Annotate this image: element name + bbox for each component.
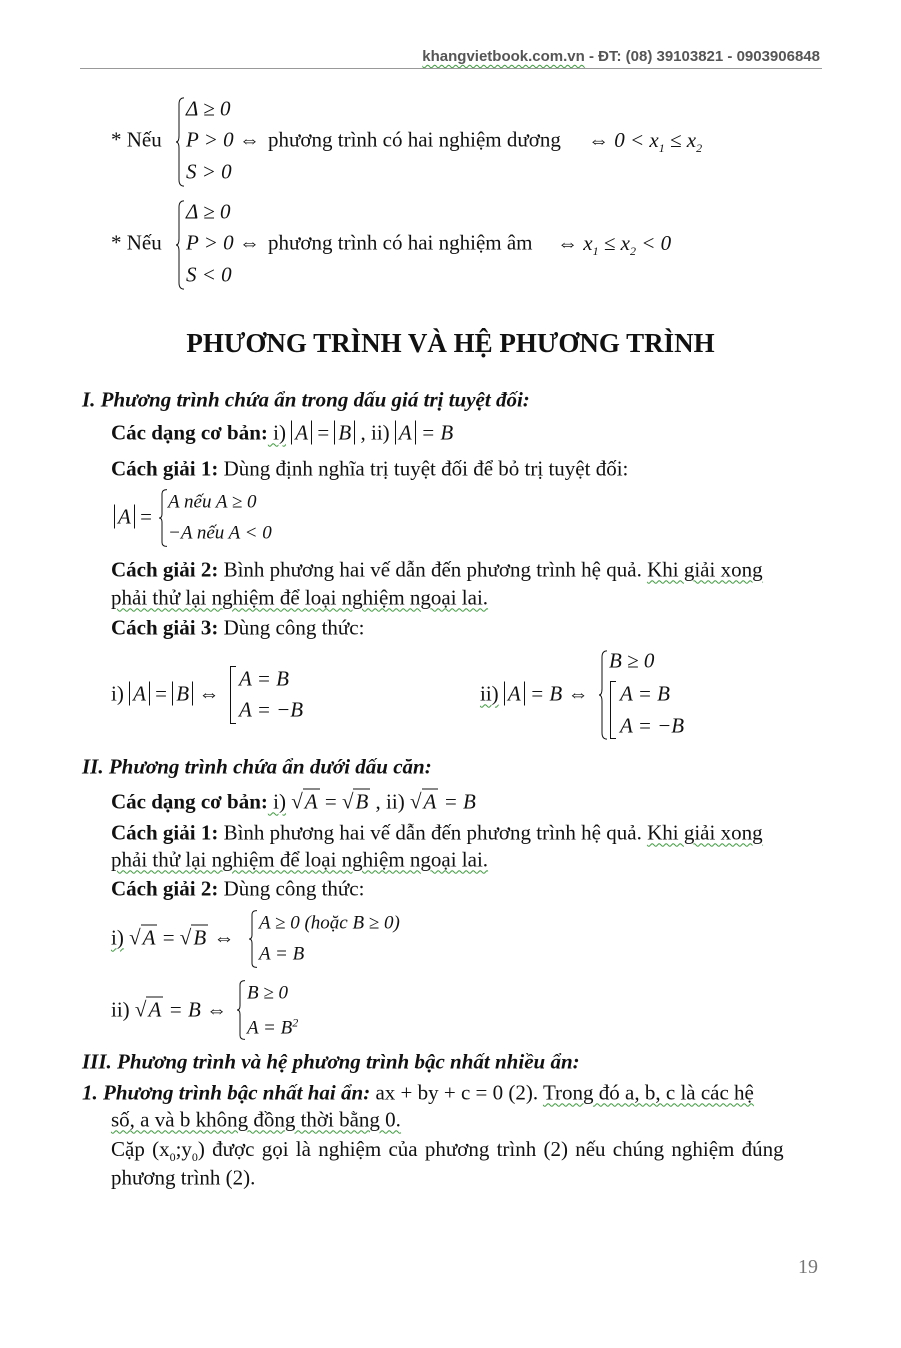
text: Trong đó a, b, c là các hệ	[542, 1080, 754, 1105]
bracket-icon	[610, 681, 616, 739]
s2-method1	[111, 820, 763, 845]
result-part: ⇔ x	[557, 230, 593, 255]
label: ii)	[111, 997, 130, 1022]
abs-expr: A	[114, 505, 135, 529]
arrow: ⇔	[208, 925, 235, 950]
label: Cách giải 2:	[111, 557, 219, 582]
s2-fii-case1: B ≥ 0	[247, 982, 289, 1004]
abs-expr: B	[172, 682, 193, 706]
fi-case2: A = −B	[239, 697, 304, 722]
superscript: 2	[292, 1015, 299, 1030]
arrow: ⇔	[198, 681, 220, 706]
fii-case0: B ≥ 0	[609, 648, 655, 673]
header-rule	[80, 68, 822, 69]
s1-method2	[111, 557, 763, 582]
item-ii: , ii)	[370, 789, 410, 814]
warning: Khi giải xong	[647, 557, 763, 582]
fi-case1: A = B	[239, 666, 289, 691]
expr: = B ⇔	[530, 681, 589, 706]
s1-method3	[111, 615, 365, 640]
s1-formula-ii	[480, 681, 589, 706]
header-contact: - ĐT: (08) 39103821 - 0903906848	[584, 48, 820, 65]
text: ;y	[175, 1136, 192, 1161]
s2-formula-ii	[111, 997, 228, 1022]
label: i)	[111, 681, 124, 706]
eq: =	[312, 420, 335, 445]
section-1-heading: I. Phương trình chứa ẩn trong dấu giá trị tuyệt đối:	[82, 387, 530, 412]
label: Cách giải 1:	[111, 820, 219, 845]
abs-expr: A	[291, 421, 312, 445]
s2-formula-i: i) √A = √B ⇔	[111, 925, 235, 950]
brace-icon	[175, 200, 185, 290]
case1-lead: * Nếu	[111, 127, 162, 152]
subscript: 0	[191, 1150, 198, 1165]
abs-expr: B	[334, 421, 355, 445]
s2-fi-case2: A = B	[259, 943, 305, 965]
label: i)	[111, 925, 124, 950]
sqrt-icon: √A	[134, 997, 162, 1022]
result-part: ⇔ 0 < x	[588, 127, 659, 152]
warning: Khi giải xong	[647, 820, 763, 845]
sqrt-icon: √B	[341, 789, 369, 814]
case1-result	[588, 127, 703, 156]
s1-formula-i: i) A = B ⇔	[111, 681, 220, 706]
radicand: B	[355, 789, 369, 814]
s2-fi-case1: A ≥ 0 (hoặc B ≥ 0)	[259, 912, 400, 934]
case1-cond2: P > 0 ⇔	[186, 127, 260, 152]
label: 1. Phương trình bậc nhất hai ẩn:	[82, 1080, 371, 1105]
label: Cách giải 3:	[111, 615, 219, 640]
brace-icon	[158, 489, 168, 547]
case2-result	[557, 230, 672, 259]
expr: A = B	[247, 1017, 293, 1039]
text: Dùng định nghĩa trị tuyệt đối để bỏ trị tuyệt đối:	[218, 456, 629, 481]
item-ii: , ii)	[355, 420, 395, 445]
expr: = B	[420, 420, 454, 445]
radicand: A	[142, 925, 156, 950]
result-part: ≤ x	[598, 230, 630, 255]
page-header	[422, 48, 820, 65]
item-i: i)	[267, 420, 286, 445]
text: Bình phương hai vế dẫn đến phương trình hệ quả.	[218, 557, 648, 582]
sqrt-icon: √B	[179, 925, 207, 950]
text: Dùng công thức:	[218, 615, 365, 640]
eq: =	[319, 789, 342, 814]
case2-cond1: Δ ≥ 0	[186, 199, 231, 224]
case2-lead: * Nếu	[111, 230, 162, 255]
brace-icon	[598, 650, 608, 740]
s3-pair-cont: phương trình (2).	[111, 1165, 256, 1190]
brace-icon	[248, 910, 258, 968]
s3-sub1-cont: số, a và b không đồng thời bằng 0.	[111, 1107, 401, 1132]
case2-cond2: P > 0 ⇔	[186, 230, 260, 255]
page-number: 19	[798, 1256, 818, 1278]
expr: = B ⇔	[163, 997, 228, 1022]
radicand: A	[148, 997, 162, 1022]
result-part: < 0	[635, 230, 672, 255]
abs-expr: A	[395, 421, 416, 445]
brace-icon	[236, 980, 246, 1040]
result-part: ≤ x	[664, 127, 697, 152]
subscript: 0	[169, 1150, 176, 1165]
s1-method2-cont: phải thử lại nghiệm để loại nghiệm ngoại lai.	[111, 585, 489, 610]
radicand: A	[423, 789, 437, 814]
label: Các dạng cơ bản:	[111, 789, 268, 814]
case2-cond3: S < 0	[186, 262, 232, 287]
page-title: PHƯƠNG TRÌNH VÀ HỆ PHƯƠNG TRÌNH	[186, 328, 715, 358]
s2-method1-cont: phải thử lại nghiệm để loại nghiệm ngoại lai.	[111, 847, 489, 872]
brace-icon	[175, 97, 185, 187]
text: ) được gọi là nghiệm của phương trình (2) nếu chúng nghiệm đúng	[197, 1136, 784, 1161]
s2-method2	[111, 876, 365, 901]
section-2-heading: II. Phương trình chứa ẩn dưới dấu căn:	[82, 754, 432, 779]
subscript: 2	[696, 141, 703, 156]
radicand: A	[304, 789, 318, 814]
subscript: 1	[592, 244, 599, 259]
eq: =	[134, 504, 152, 529]
text: Cặp (x	[111, 1136, 170, 1161]
label: ii)	[480, 681, 499, 706]
s2-fii-case2	[247, 1016, 298, 1037]
text: Bình phương hai vế dẫn đến phương trình hệ quả.	[218, 820, 648, 845]
case2-text: phương trình có hai nghiệm âm	[268, 230, 533, 255]
case1-text: phương trình có hai nghiệm dương	[268, 127, 561, 152]
sqrt-icon: √A	[409, 789, 437, 814]
label: Cách giải 2:	[111, 876, 219, 901]
bracket-icon	[230, 666, 236, 724]
fii-case1: A = B	[620, 681, 670, 706]
abs-expr: A	[129, 682, 150, 706]
section-3-heading: III. Phương trình và hệ phương trình bậc nhất nhiều ẩn:	[82, 1049, 580, 1074]
subscript: 1	[658, 141, 665, 156]
abs-expr: A	[504, 682, 525, 706]
expr: = B	[438, 789, 476, 814]
sqrt-icon: √A	[129, 925, 156, 950]
s3-sub1	[82, 1080, 754, 1105]
equation: ax + by + c = 0 (2).	[370, 1080, 543, 1105]
label: Cách giải 1:	[111, 456, 219, 481]
def-case2: −A nếu A < 0	[168, 522, 272, 544]
item-i: i)	[267, 789, 286, 814]
s2-forms	[111, 789, 476, 814]
fii-case2: A = −B	[620, 713, 685, 738]
text: Dùng công thức:	[218, 876, 365, 901]
abs-definition	[114, 504, 152, 529]
s3-pair	[111, 1136, 784, 1165]
def-case1: A nếu A ≥ 0	[168, 491, 257, 513]
case1-cond1: Δ ≥ 0	[186, 96, 231, 121]
s1-method1	[111, 456, 629, 481]
radicand: B	[193, 925, 207, 950]
case1-cond3: S > 0	[186, 159, 232, 184]
sqrt-icon: √A	[291, 789, 318, 814]
subscript: 2	[629, 244, 636, 259]
label: Các dạng cơ bản:	[111, 420, 268, 445]
s1-forms	[111, 420, 454, 445]
header-site[interactable]: khangvietbook.com.vn	[422, 48, 585, 65]
